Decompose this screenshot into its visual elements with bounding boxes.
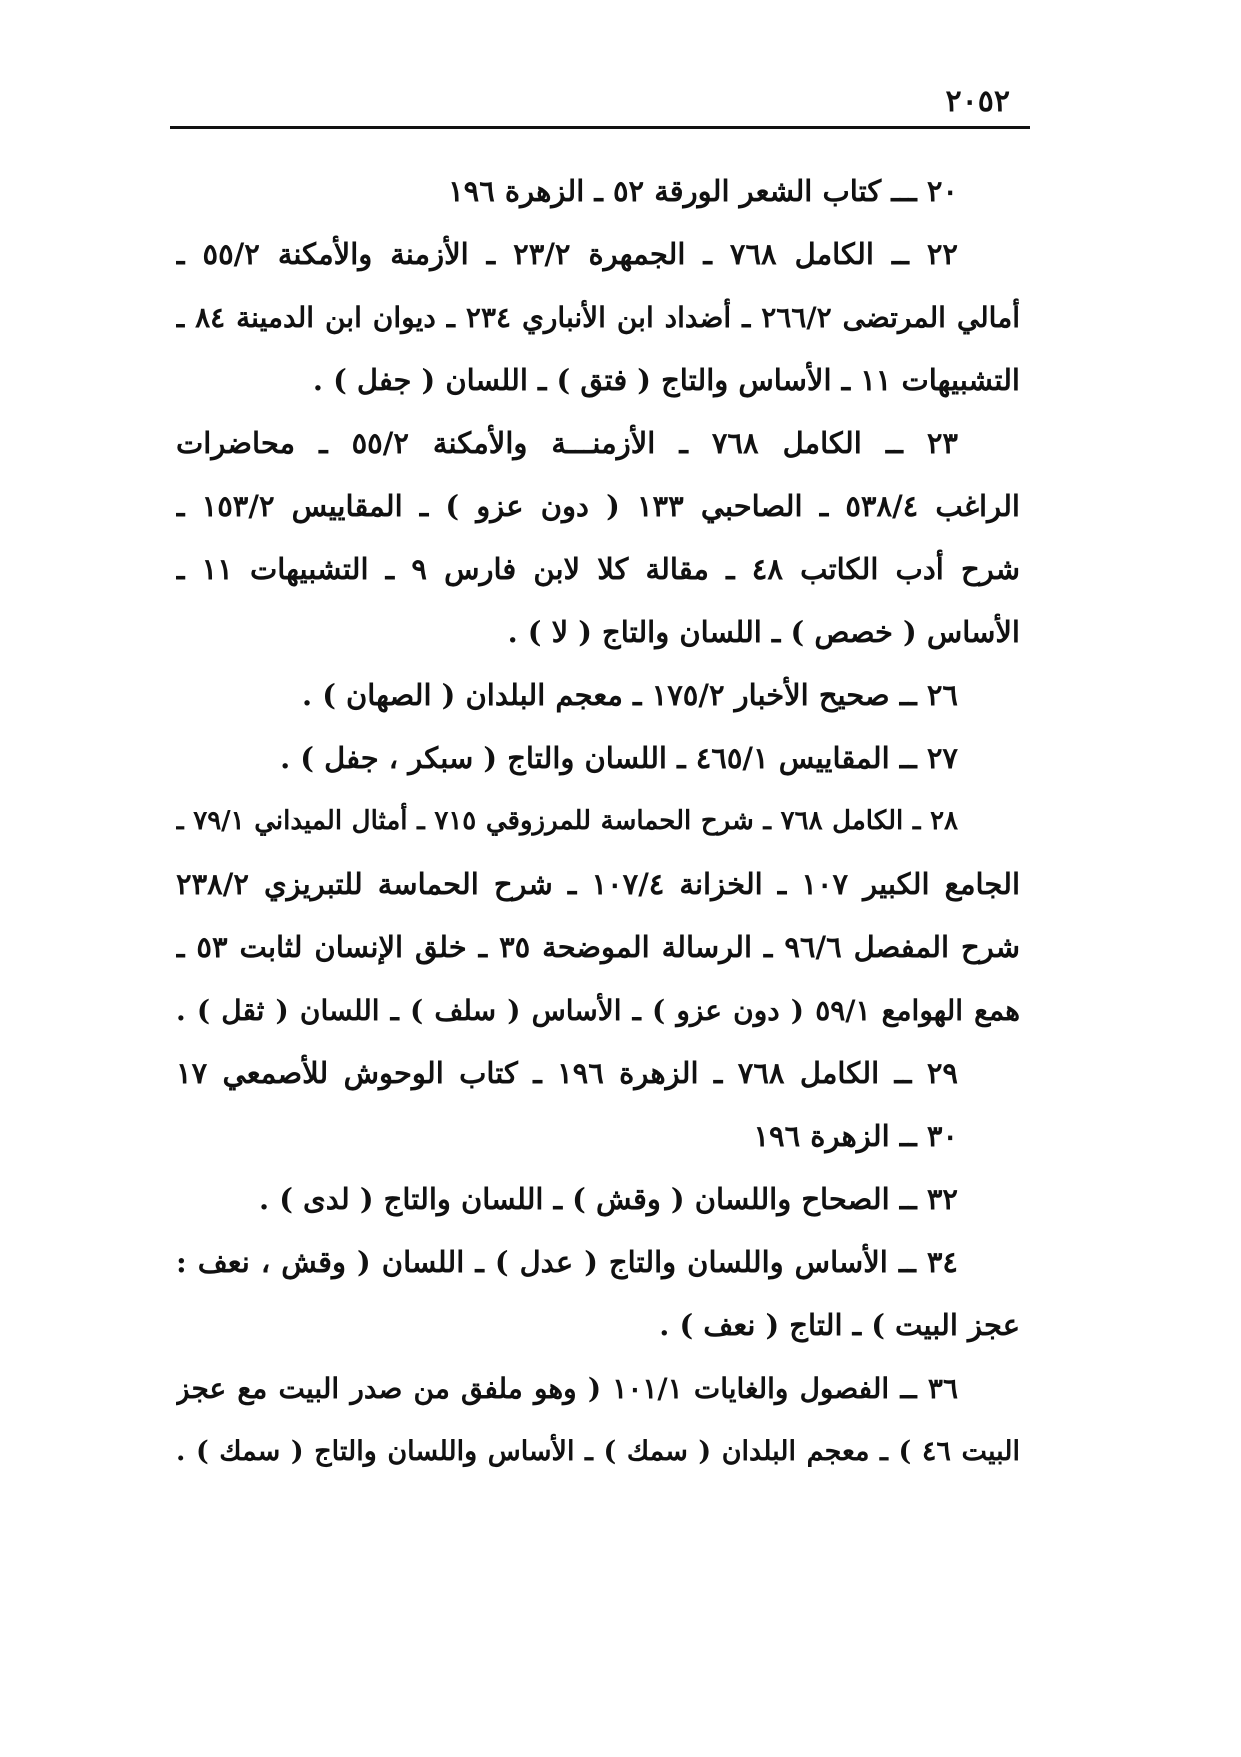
text-line: ٢٩ ــ الكامل ٧٦٨ ـ الزهرة ١٩٦ ـ كتاب الوحوش للأصمعي ١٧ — [176, 1056, 959, 1090]
footnotes-body — [176, 160, 1020, 1483]
text-line: ٢٨ ـ الكامل ٧٦٨ ـ شرح الحماسة للمرزوقي ٧١٥ ـ أمثال الميداني ٧٩/١ ـ — [176, 806, 959, 836]
text-line: أمالي المرتضى ٢٦٦/٢ ـ أضداد ابن الأنباري ٢٣٤ ـ ديوان ابن الدمينة ٨٤ ـ — [176, 301, 1020, 334]
text-line: ٢٦ ــ صحيح الأخبار ١٧٥/٢ ـ معجم البلدان ( الصهان ) . — [302, 678, 958, 712]
text-line: شرح المفصل ٩٦/٦ ـ الرسالة الموضحة ٣٥ ـ خلق الإنسان لثابت ٥٣ ـ — [176, 930, 1020, 964]
text-line: ٣٢ ــ الصحاح واللسان ( وقش ) ـ اللسان والتاج ( لدى ) . — [259, 1182, 958, 1216]
text-line: عجز البيت ) ـ التاج ( نعف ) . — [659, 1308, 1020, 1342]
text-line: ٢٧ ــ المقاييس ٤٦٥/١ ـ اللسان والتاج ( سبكر ، جفل ) . — [280, 741, 958, 775]
text-line: الأساس ( خصص ) ـ اللسان والتاج ( لا ) . — [507, 615, 1020, 649]
text-line: همع الهوامع ٥٩/١ ( دون عزو ) ـ الأساس ( سلف ) ـ اللسان ( ثقل ) . — [176, 994, 1020, 1027]
text-line: البيت ٤٦ ) ـ معجم البلدان ( سمك ) ـ الأساس واللسان والتاج ( سمك ) . — [176, 1436, 1020, 1467]
text-line: ٣٤ ــ الأساس واللسان والتاج ( عدل ) ـ اللسان ( وقش ، نعف : — [176, 1245, 958, 1279]
text-line: شرح أدب الكاتب ٤٨ ـ مقالة كلا لابن فارس ٩ ـ التشبيهات ١١ ـ — [176, 552, 1020, 586]
text-line: التشبيهات ١١ ـ الأساس والتاج ( فتق ) ـ اللسان ( جفل ) . — [312, 363, 1020, 397]
text-line: ٢٠ ـــ كتاب الشعر الورقة ٥٢ ـ الزهرة ١٩٦ — [448, 174, 958, 208]
text-line: الراغب ٥٣٨/٤ ـ الصاحبي ١٣٣ ( دون عزو ) ـ المقاييس ١٥٣/٢ ـ — [176, 489, 1020, 523]
text-line: ٢٢ ــ الكامل ٧٦٨ ـ الجمهرة ٢٣/٢ ـ الأزمنة والأمكنة ٥٥/٢ ـ — [176, 237, 958, 271]
text-line: ٢٣ ــ الكامل ٧٦٨ ـ الأزمنـــة والأمكنة ٥٥/٢ ـ محاضرات — [176, 426, 958, 460]
text-line: ٣٠ ــ الزهرة ١٩٦ — [753, 1119, 958, 1153]
page-number: ٢٠٥٢ — [945, 84, 1010, 119]
header-rule — [170, 126, 1030, 129]
text-line: ٣٦ ــ الفصول والغايات ١٠١/١ ( وهو ملفق من صدر البيت مع عجز — [176, 1372, 958, 1405]
page-header — [170, 80, 1030, 130]
text-line: الجامع الكبير ١٠٧ ـ الخزانة ١٠٧/٤ ـ شرح الحماسة للتبريزي ٢٣٨/٢ — [176, 867, 1020, 901]
